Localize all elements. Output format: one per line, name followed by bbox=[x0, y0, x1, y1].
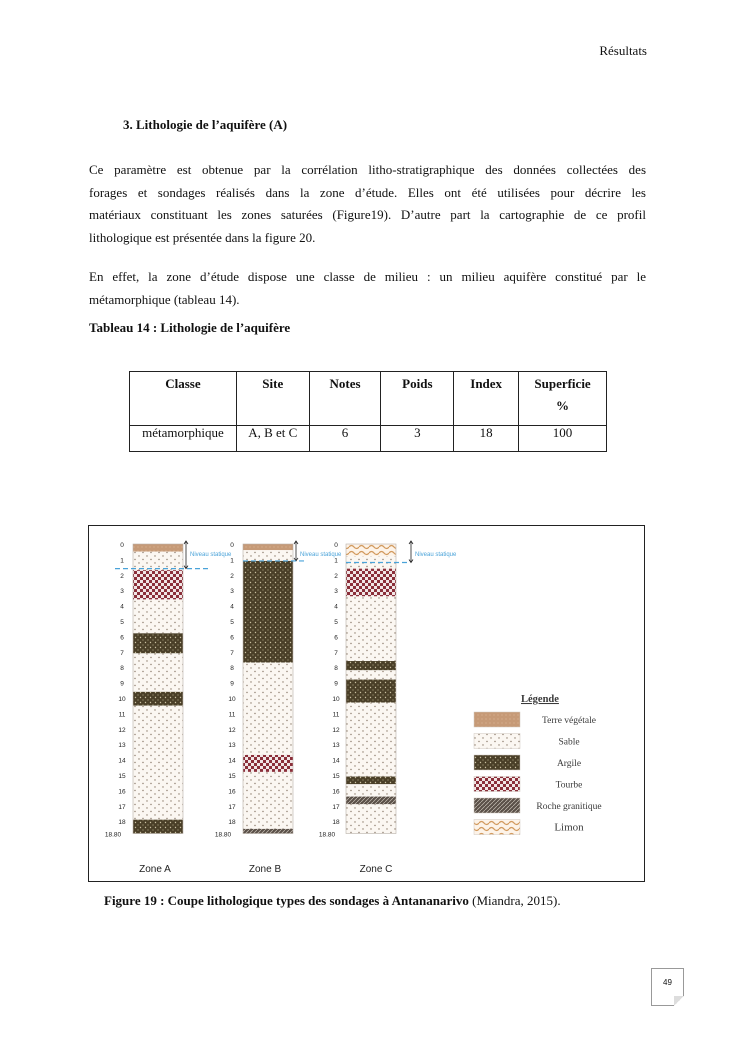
depth-tick-label: 4 bbox=[120, 603, 124, 611]
layer-sable bbox=[243, 772, 293, 829]
layer-tourbe bbox=[243, 755, 293, 772]
depth-tick-label: 11 bbox=[332, 711, 340, 719]
column-zone-1 bbox=[105, 542, 183, 875]
legend-label-terre: Terre végétale bbox=[542, 716, 596, 726]
layer-sable bbox=[346, 670, 396, 679]
depth-tick-label: 13 bbox=[332, 742, 340, 750]
layer-sable bbox=[346, 784, 396, 796]
static-level-label: Niveau statique bbox=[415, 552, 457, 558]
cell-poids: 3 bbox=[381, 426, 454, 452]
layer-argile bbox=[346, 661, 396, 670]
layer-sable bbox=[243, 550, 293, 561]
col-header-percent: % bbox=[556, 398, 570, 413]
col-header-superficie bbox=[519, 372, 607, 426]
cell-site: A, B et C bbox=[236, 426, 309, 452]
depth-tick-label: 3 bbox=[230, 588, 234, 596]
layer-tourbe bbox=[346, 569, 396, 597]
depth-tick-label: 18.80 bbox=[318, 831, 336, 839]
depth-tick-label: 17 bbox=[332, 803, 340, 811]
depth-tick-label: 17 bbox=[228, 803, 236, 811]
depth-tick-label: 3 bbox=[334, 588, 338, 596]
depth-tick-label: 13 bbox=[228, 742, 236, 750]
depth-tick-label: 18.80 bbox=[104, 831, 122, 839]
depth-tick-label: 3 bbox=[120, 588, 124, 596]
legend-title: Légende bbox=[521, 694, 559, 705]
running-header: Résultats bbox=[599, 43, 647, 58]
depth-tick-label: 9 bbox=[120, 680, 124, 688]
page-number-box bbox=[651, 968, 684, 1006]
depth-tick-label: 8 bbox=[230, 665, 234, 673]
legend-swatch-sable bbox=[474, 734, 520, 749]
depth-tick-label: 7 bbox=[120, 649, 124, 657]
depth-tick-label: 16 bbox=[228, 788, 236, 796]
depth-tick-label: 6 bbox=[334, 634, 338, 642]
depth-tick-label: 8 bbox=[334, 665, 338, 673]
depth-tick-label: 10 bbox=[332, 696, 340, 703]
depth-tick-label: 2 bbox=[120, 572, 124, 580]
depth-tick-label: 18 bbox=[332, 819, 340, 827]
depth-tick-label: 11 bbox=[118, 711, 126, 719]
layer-sable bbox=[346, 703, 396, 777]
paragraph-1-line: Ce paramètre est obtenue par la corrélation litho-stratigraphique des données collectées des bbox=[89, 162, 646, 177]
depth-tick-label: 7 bbox=[230, 649, 234, 657]
paragraph-1-line: forages et sondages réalisés dans la zone d’étude. Elles ont été utilisées pour décrire les bbox=[89, 184, 646, 200]
depth-tick-label: 15 bbox=[332, 773, 340, 780]
legend-label-sable: Sable bbox=[558, 737, 580, 748]
zone-label: Zone A bbox=[139, 864, 171, 875]
figure-caption bbox=[104, 893, 561, 909]
depth-tick-label: 18 bbox=[228, 819, 236, 827]
depth-tick-label: 4 bbox=[334, 603, 338, 611]
col-header-superficie-label: Superficie bbox=[534, 376, 591, 391]
layer-argile bbox=[346, 680, 396, 703]
legend-swatch-roche bbox=[474, 798, 520, 813]
lithology-figure bbox=[88, 525, 645, 882]
legend-label-limon: Limon bbox=[554, 821, 584, 834]
depth-tick-label: 5 bbox=[230, 619, 234, 626]
cell-notes: 6 bbox=[309, 426, 381, 452]
table-caption: Tableau 14 : Lithologie de l’aquifère bbox=[89, 320, 291, 335]
depth-tick-label: 9 bbox=[334, 680, 338, 688]
depth-tick-label: 18 bbox=[118, 819, 126, 827]
legend-swatch-terre bbox=[474, 712, 520, 727]
depth-tick-label: 8 bbox=[120, 665, 124, 673]
layer-sable bbox=[346, 804, 396, 833]
depth-tick-label: 9 bbox=[230, 680, 234, 688]
depth-tick-label: 15 bbox=[118, 773, 126, 780]
depth-tick-label: 12 bbox=[228, 726, 236, 734]
cell-classe: métamorphique bbox=[130, 426, 237, 452]
depth-tick-label: 10 bbox=[228, 696, 236, 703]
paragraph-1-line: lithologique est présentée dans la figure 20. bbox=[89, 229, 316, 245]
legend-swatch-argile bbox=[474, 755, 520, 770]
layer-terre bbox=[133, 544, 183, 552]
depth-tick-label: 12 bbox=[332, 726, 340, 734]
depth-tick-label: 17 bbox=[118, 803, 126, 811]
layer-sable bbox=[346, 596, 396, 661]
layer-argile bbox=[243, 561, 293, 663]
layer-argile bbox=[133, 692, 183, 706]
depth-tick-label: 5 bbox=[334, 619, 338, 626]
depth-tick-label: 6 bbox=[120, 634, 124, 642]
figure-caption-title: Figure 19 : Coupe lithologique types des sondages à Antananarivo bbox=[104, 893, 469, 908]
zone-label: Zone C bbox=[359, 864, 393, 875]
lithology-diagram bbox=[89, 526, 644, 881]
depth-tick-label: 6 bbox=[230, 634, 234, 642]
lithology-table bbox=[129, 371, 607, 452]
depth-tick-label: 7 bbox=[334, 649, 338, 657]
legend-label-argile: Argile bbox=[556, 759, 582, 769]
depth-tick-label: 13 bbox=[118, 742, 126, 750]
depth-tick-label: 0 bbox=[230, 542, 234, 549]
layer-roche bbox=[346, 797, 396, 805]
layer-argile bbox=[133, 820, 183, 834]
layer-roche bbox=[243, 829, 293, 834]
legend-swatch-tourbe bbox=[474, 777, 520, 792]
depth-tick-label: 0 bbox=[334, 542, 338, 549]
table-header-row bbox=[130, 372, 607, 426]
depth-tick-label: 4 bbox=[230, 603, 234, 611]
depth-tick-label: 1 bbox=[334, 557, 338, 565]
depth-tick-label: 16 bbox=[118, 788, 126, 796]
depth-tick-label: 1 bbox=[230, 557, 234, 565]
layer-tourbe bbox=[133, 570, 183, 599]
layer-sable bbox=[133, 706, 183, 820]
layer-sable bbox=[243, 663, 293, 755]
depth-tick-label: 11 bbox=[228, 711, 236, 719]
paragraph-1-line: matériaux constituant les zones saturées (Figure19). D’autre part la cartographie de ce profil bbox=[89, 207, 646, 222]
paragraph-2-line: En effet, la zone d’étude dispose une classe de milieu : un milieu aquifère constitué par le bbox=[89, 269, 646, 284]
static-level-label: Niveau statique bbox=[190, 552, 232, 558]
col-header-classe: Classe bbox=[130, 372, 237, 426]
cell-index: 18 bbox=[454, 426, 519, 452]
col-header-notes: Notes bbox=[309, 372, 381, 426]
legend-label-tourbe: Tourbe bbox=[555, 780, 583, 791]
page-corner-fold bbox=[674, 996, 684, 1006]
depth-tick-label: 14 bbox=[228, 757, 236, 765]
column-zone-3 bbox=[319, 542, 396, 875]
cell-superficie: 100 bbox=[519, 426, 607, 452]
depth-tick-label: 2 bbox=[334, 572, 338, 580]
legend-swatch-limon bbox=[474, 820, 520, 835]
layer-sable bbox=[133, 653, 183, 692]
layer-terre bbox=[243, 544, 293, 550]
depth-tick-label: 1 bbox=[120, 557, 124, 565]
legend-label-roche: Roche granitique bbox=[536, 802, 602, 812]
depth-tick-label: 18.80 bbox=[214, 831, 232, 839]
depth-tick-label: 12 bbox=[118, 726, 126, 734]
layer-argile bbox=[346, 777, 396, 785]
paragraph-2 bbox=[89, 266, 646, 311]
depth-tick-label: 14 bbox=[332, 757, 340, 765]
layer-limon bbox=[346, 544, 396, 556]
depth-tick-label: 16 bbox=[332, 788, 340, 796]
column-zone-2 bbox=[215, 542, 293, 875]
depth-tick-label: 0 bbox=[120, 542, 124, 549]
col-header-poids: Poids bbox=[381, 372, 454, 426]
depth-tick-label: 15 bbox=[228, 773, 236, 780]
layer-sable bbox=[133, 552, 183, 570]
depth-tick-label: 2 bbox=[230, 572, 234, 580]
depth-tick-label: 5 bbox=[120, 619, 124, 626]
layer-argile bbox=[133, 633, 183, 653]
static-level-label: Niveau statique bbox=[300, 552, 342, 558]
legend bbox=[474, 694, 602, 835]
paragraph-2-line: métamorphique (tableau 14). bbox=[89, 291, 240, 307]
layer-sable bbox=[133, 599, 183, 633]
paragraph-1 bbox=[89, 159, 646, 249]
depth-tick-label: 10 bbox=[118, 696, 126, 703]
zone-label: Zone B bbox=[248, 864, 282, 875]
col-header-site: Site bbox=[236, 372, 309, 426]
col-header-index: Index bbox=[454, 372, 519, 426]
table-row bbox=[130, 426, 607, 452]
section-title: 3. Lithologie de l’aquifère (A) bbox=[123, 117, 288, 132]
figure-caption-source: (Miandra, 2015). bbox=[468, 893, 561, 908]
page-number: 49 bbox=[663, 978, 672, 987]
depth-tick-label: 14 bbox=[118, 757, 126, 765]
